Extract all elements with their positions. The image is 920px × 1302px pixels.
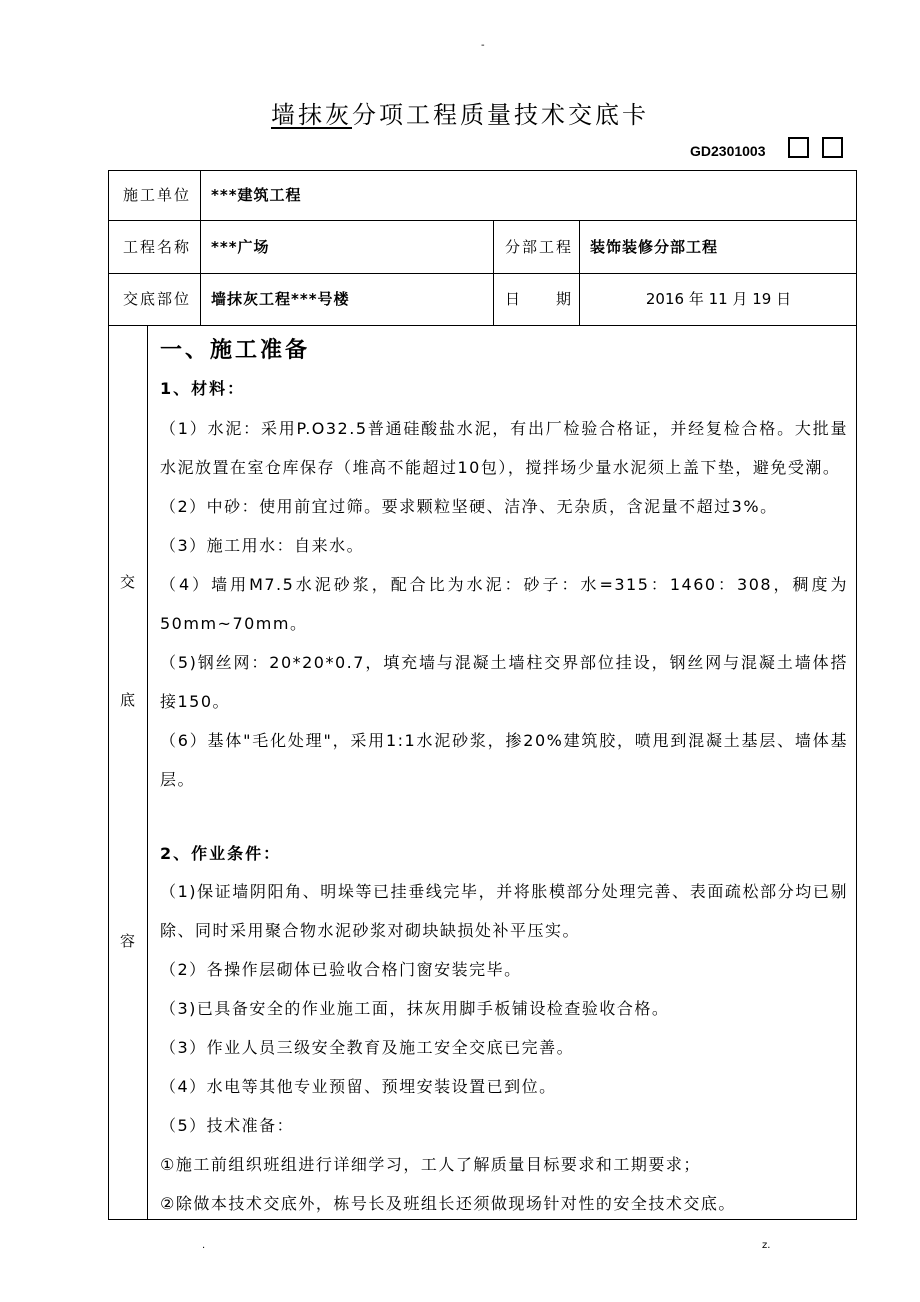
checkbox-2[interactable] — [822, 137, 843, 158]
side-label-char: 交 — [119, 573, 135, 591]
section-title: 一、施工准备 — [160, 338, 311, 363]
checkbox-1[interactable] — [788, 137, 809, 158]
value-sub-project: 装饰装修分部工程 — [590, 238, 719, 256]
document-code: GD2301003 — [690, 143, 766, 159]
value-date: 2016 年 11 月 19 日 — [645, 290, 792, 308]
label-handover-location: 交底部位 — [123, 290, 192, 308]
document-title — [0, 100, 920, 130]
value-project-name: ***广场 — [211, 238, 270, 256]
list-item: （2）各操作层砌体已验收合格门窗安装完毕。 — [160, 960, 522, 979]
top-mark: - — [481, 40, 485, 51]
list-item: （3)已具备安全的作业施工面，抹灰用脚手板铺设检查验收合格。 — [160, 999, 670, 1018]
list-item: （5）技术准备： — [160, 1116, 295, 1135]
list-item: （5)钢丝网：20*20*0.7，填充墙与混凝土墙柱交界部位挂设，钢丝网与混凝土墙体搭接150。 — [160, 653, 848, 711]
table-divider — [108, 220, 857, 221]
value-construction-unit: ***建筑工程 — [211, 186, 302, 204]
table-divider — [200, 170, 201, 325]
materials-list — [160, 409, 848, 799]
list-item: （3）施工用水：自来水。 — [160, 536, 365, 555]
label-project-name: 工程名称 — [123, 238, 192, 256]
list-item: （1）水泥：采用P.O32.5普通硅酸盐水泥，有出厂检验合格证，并经复检合格。大批量水泥放置在室仓库保存（堆高不能超过10包），搅拌场少量水泥须上盖下垫，避免受潮。 — [160, 419, 848, 477]
side-label-char: 容 — [119, 932, 135, 950]
list-item: （6）基体"毛化处理"，采用1:1水泥砂浆，掺20%建筑胶，喷甩到混凝土基层、墙体基层。 — [160, 731, 848, 789]
subsection-materials: 1、材料： — [160, 379, 246, 398]
table-divider — [579, 220, 580, 325]
footer-left-mark: . — [202, 1240, 206, 1251]
side-label-char: 底 — [119, 691, 135, 709]
title-underlined: 墙抹灰 — [271, 101, 352, 129]
table-divider — [108, 273, 857, 274]
label-sub-project: 分部工程 — [505, 238, 574, 256]
label-date: 日 期 — [505, 290, 574, 308]
list-item: ②除做本技术交底外，栋号长及班组长还须做现场针对性的安全技术交底。 — [160, 1194, 736, 1213]
conditions-list — [160, 872, 848, 1223]
list-item: （2）中砂：使用前宜过筛。要求颗粒坚硬、洁净、无杂质，含泥量不超过3%。 — [160, 497, 778, 516]
label-construction-unit: 施工单位 — [123, 186, 192, 204]
list-item: （3）作业人员三级安全教育及施工安全交底已完善。 — [160, 1038, 575, 1057]
footer-right-mark: z. — [762, 1240, 771, 1251]
title-rest: 分项工程质量技术交底卡 — [352, 101, 649, 129]
list-item: （4）水电等其他专业预留、预埋安装设置已到位。 — [160, 1077, 557, 1096]
table-divider — [493, 220, 494, 325]
value-handover-location: 墙抹灰工程***号楼 — [211, 290, 350, 308]
list-item: （4）墙用M7.5水泥砂浆，配合比为水泥：砂子：水=315：1460：308，稠度为50mm~70mm。 — [160, 575, 848, 633]
subsection-conditions: 2、作业条件： — [160, 844, 282, 863]
list-item: ①施工前组织班组进行详细学习，工人了解质量目标要求和工期要求； — [160, 1155, 701, 1174]
table-divider — [108, 325, 857, 326]
table-divider — [147, 325, 148, 1220]
list-item: （1)保证墙阴阳角、明垛等已挂垂线完毕，并将胀模部分处理完善、表面疏松部分均已剔除、同时采用聚合物水泥砂浆对砌块缺损处补平压实。 — [160, 882, 848, 940]
